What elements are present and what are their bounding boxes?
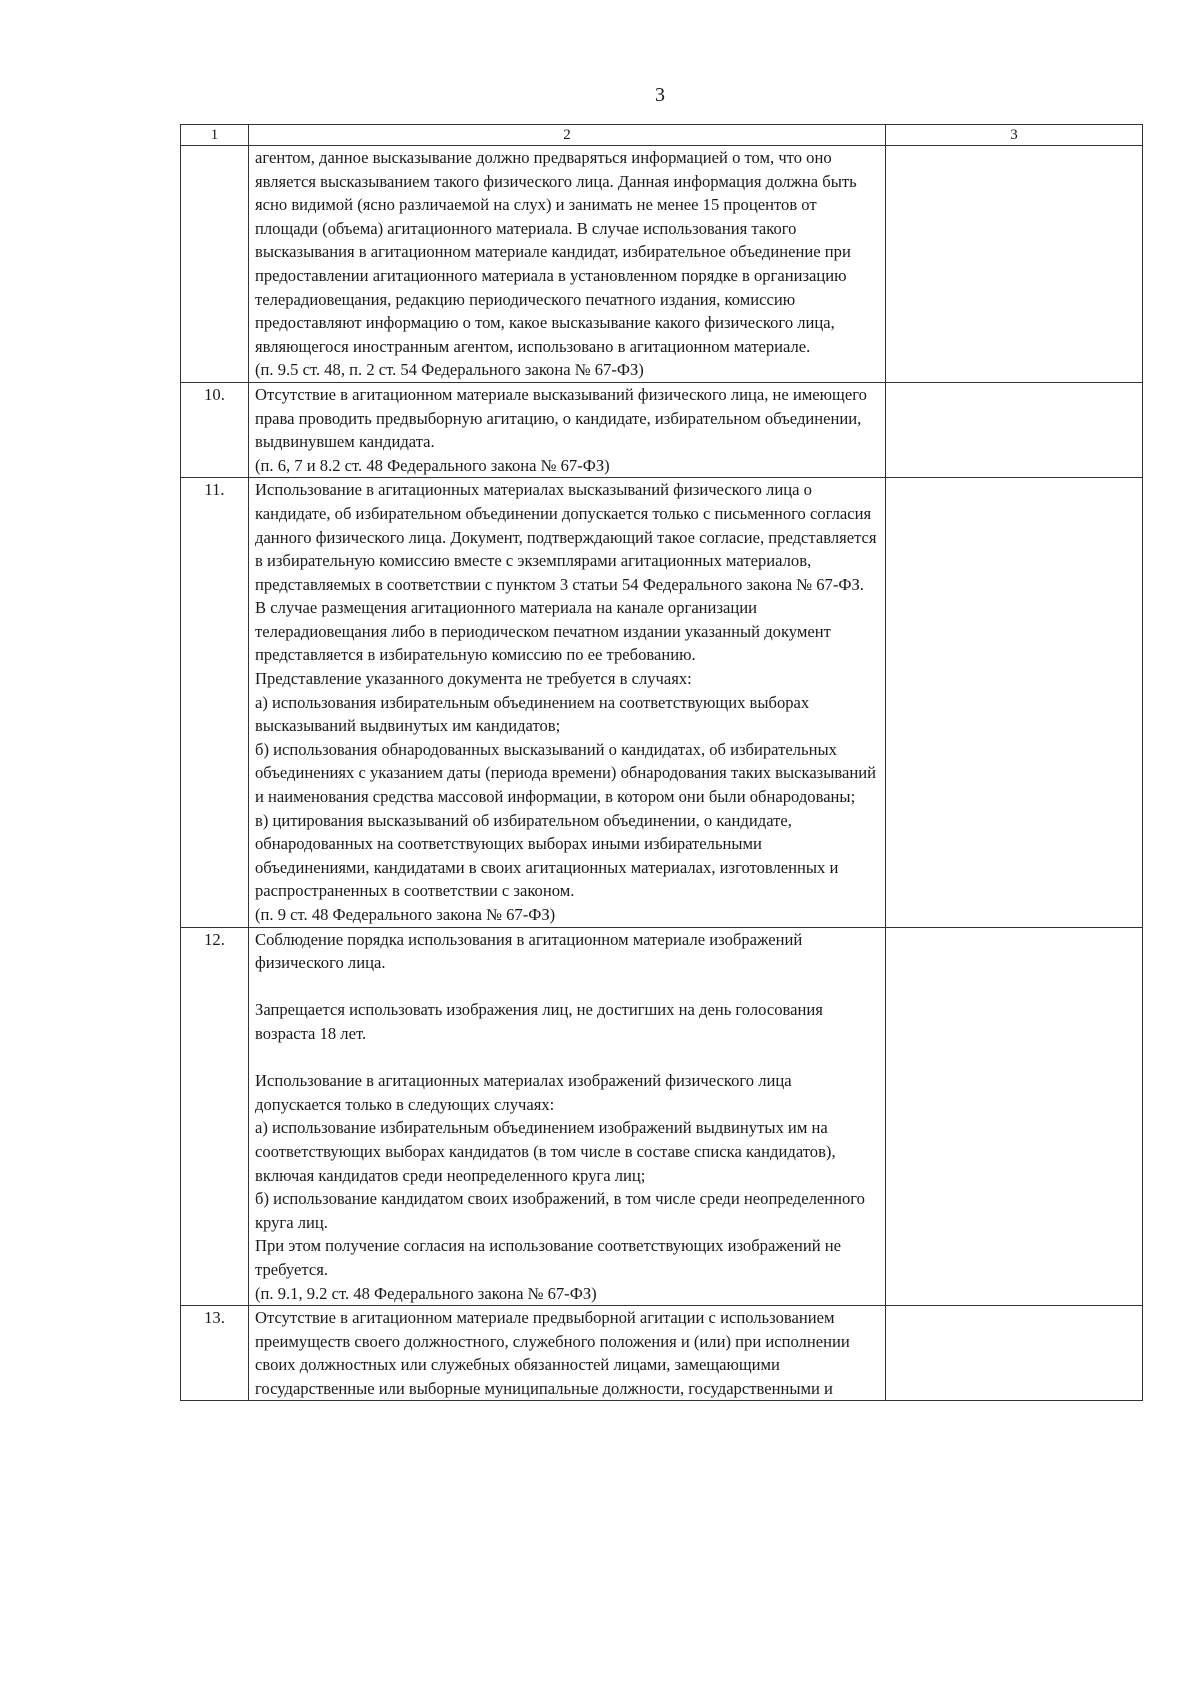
page-number: 3 xyxy=(655,84,665,106)
requirement-paragraph: Соблюдение порядка использования в агитационном материале изображений физического лица. xyxy=(255,929,803,973)
requirement-paragraph: (п. 9.1, 9.2 ст. 48 Федерального закона № 67-ФЗ) xyxy=(255,1283,597,1303)
requirement-paragraph: а) использование избирательным объединением изображений выдвинутых им на соответствующих выборах кандидатов (в том числе в составе списка кандидатов), включая кандидатов среди неопределенного круга лиц; xyxy=(255,1118,836,1185)
table-body xyxy=(181,146,1143,1401)
notes-cell xyxy=(886,478,1143,927)
notes-cell xyxy=(886,382,1143,477)
requirement-paragraph: (п. 9 ст. 48 Федерального закона № 67-ФЗ) xyxy=(255,905,556,924)
notes-cell xyxy=(886,1306,1143,1401)
requirement-text xyxy=(249,927,886,1306)
paragraph-spacer xyxy=(255,975,879,999)
notes-cell xyxy=(886,146,1143,383)
row-number: 10. xyxy=(181,382,249,477)
requirement-text xyxy=(249,1306,886,1401)
requirement-paragraph: (п. 6, 7 и 8.2 ст. 48 Федерального закона № 67-ФЗ) xyxy=(255,455,610,475)
notes-cell xyxy=(886,927,1143,1306)
row-number: 13. xyxy=(181,1306,249,1401)
requirement-paragraph: в) цитирования высказываний об избирательном объединении, о кандидате, обнародованных на соответствующих выборах иными избирательными объединениями, кандидатами в своих агитационных материалах, изготовленных и распространенных в соответствии с законом. xyxy=(255,810,839,901)
requirement-paragraph: Отсутствие в агитационном материале предвыборной агитации с использованием преимуществ своего должностного, служебного положения и (или) при исполнении своих должностных или служебных обязанностей лицами, замещающими государственные или выборные муниципальные должности, государственными и xyxy=(255,1308,850,1398)
requirement-text xyxy=(249,382,886,477)
requirement-text xyxy=(249,478,886,927)
requirement-text xyxy=(249,146,886,383)
requirement-paragraph: Использование в агитационных материалах изображений физического лица допускается только в следующих случаях: xyxy=(255,1071,792,1114)
requirement-paragraph: б) использование кандидатом своих изображений, в том числе среди неопределенного круга лиц. xyxy=(255,1189,865,1232)
requirement-paragraph: а) использования избирательным объединением на соответствующих выборах высказываний выдвинутых им кандидатов; xyxy=(255,692,810,736)
requirement-paragraph: Использование в агитационных материалах высказываний физического лица о кандидате, об избирательном объединении допускается только с письменного согласия данного физического лица. Документ, подтверждающий такое согласие, представляется в избирательную комиссию вместе с экземплярами агитационных материалов, представляемых в соответствии с пунктом 3 статьи 54 Федерального закона № 67-ФЗ. В случае размещения агитационного материала на канале организации телерадиовещания либо в периодическом печатном издании указанный документ представляется в избирательную комиссию по ее требованию. xyxy=(255,480,877,665)
requirement-paragraph: б) использования обнародованных высказываний о кандидатах, об избирательных объединениях с указанием даты (периода времени) обнародования таких высказываний и наименования средства массовой информации, в котором они были обнародованы; xyxy=(255,739,877,807)
requirement-paragraph: Запрещается использовать изображения лиц, не достигших на день голосования возраста 18 лет. xyxy=(255,1000,823,1043)
row-number: 12. xyxy=(181,927,249,1306)
requirement-paragraph: (п. 9.5 ст. 48, п. 2 ст. 54 Федерального закона № 67-ФЗ) xyxy=(255,360,644,380)
requirement-paragraph: Представление указанного документа не требуется в случаях: xyxy=(255,669,692,689)
table-row xyxy=(181,1306,1143,1401)
table-row xyxy=(181,146,1143,383)
row-number: 11. xyxy=(181,478,249,927)
requirement-paragraph: агентом, данное высказывание должно предваряться информацией о том, что оно является высказыванием такого физического лица. Данная информация должна быть ясно видимой (ясно различаемой на слух) и занимать не менее 15 процентов от площади (объема) агитационного материала. В случае использования такого высказывания в агитационном материале кандидат, избирательное объединение при предоставлении агитационного материала в установленном порядке в организацию телерадиовещания, редакцию периодического печатного издания, комиссию предоставляют информацию о том, какое высказывание какого физического лица, являющегося иностранным агентом, использовано в агитационном материале. xyxy=(255,148,857,356)
requirement-paragraph: Отсутствие в агитационном материале высказываний физического лица, не имеющего права проводить предвыборную агитацию, о кандидате, избирательном объединении, выдвинувшем кандидата. xyxy=(255,384,867,452)
paragraph-spacer xyxy=(255,1046,879,1070)
table-header-row xyxy=(181,125,1143,146)
column-header-2: 2 xyxy=(249,125,886,146)
table-row xyxy=(181,382,1143,477)
requirements-table xyxy=(180,124,1143,1401)
table-row xyxy=(181,478,1143,927)
table-row xyxy=(181,927,1143,1306)
column-header-1: 1 xyxy=(181,125,249,146)
requirement-paragraph: При этом получение согласия на использование соответствующих изображений не требуется. xyxy=(255,1236,841,1279)
row-number xyxy=(181,146,249,383)
column-header-3: 3 xyxy=(886,125,1143,146)
